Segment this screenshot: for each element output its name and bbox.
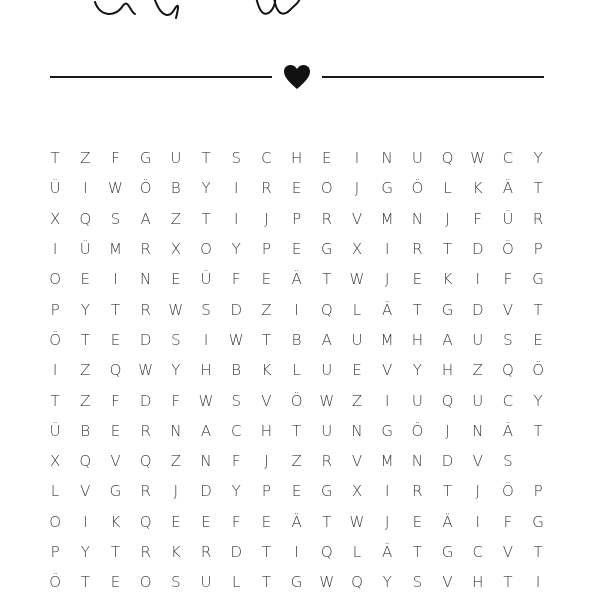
grid-row [40, 325, 550, 355]
grid-letter[interactable]: Ö [49, 573, 61, 592]
grid-letter[interactable]: I [475, 270, 480, 289]
grid-letter[interactable]: E [291, 482, 302, 501]
grid-letter[interactable]: Ö [411, 421, 424, 440]
grid-letter[interactable]: B [170, 179, 181, 198]
grid-letter[interactable]: U [170, 149, 182, 168]
grid-letter[interactable]: I [52, 361, 58, 380]
grid-letter[interactable]: Ä [382, 300, 393, 319]
grid-letter[interactable]: L [352, 300, 362, 319]
grid-letter[interactable]: S [412, 573, 423, 592]
grid-letter[interactable]: G [139, 149, 152, 168]
grid-letter[interactable]: J [384, 512, 390, 531]
grid-letter[interactable]: W [319, 391, 335, 410]
grid-letter[interactable]: R [532, 209, 544, 228]
grid-letter[interactable]: J [354, 179, 360, 198]
grid-letter[interactable]: U [411, 391, 423, 410]
grid-letter[interactable]: Y [80, 300, 90, 319]
grid-letter[interactable]: F [231, 512, 241, 531]
grid-letter[interactable]: Ä [442, 512, 453, 531]
grid-letter[interactable]: T [261, 543, 271, 561]
grid-letter[interactable]: E [352, 361, 362, 380]
grid-letter[interactable]: H [200, 361, 212, 380]
grid-letter[interactable]: V [110, 452, 121, 471]
grid-letter[interactable]: M [380, 452, 394, 471]
grid-letter[interactable]: T [80, 330, 90, 349]
grid-letter[interactable]: V [261, 391, 272, 410]
grid-letter[interactable]: P [533, 482, 543, 501]
grid-letter[interactable]: S [503, 330, 513, 349]
grid-letter[interactable]: I [384, 391, 390, 410]
grid-letter[interactable]: G [532, 270, 544, 289]
grid-letter[interactable]: I [203, 330, 209, 349]
grid-letter[interactable]: O [320, 179, 333, 198]
grid-letter[interactable]: T [533, 300, 543, 319]
grid-letter[interactable]: S [503, 452, 513, 471]
grid-letter[interactable]: K [442, 270, 453, 289]
grid-letter[interactable]: Q [441, 149, 454, 168]
grid-letter[interactable]: G [381, 179, 393, 198]
grid-row [40, 204, 550, 234]
grid-letter[interactable]: Z [80, 149, 91, 168]
grid-letter[interactable]: H [260, 421, 273, 440]
grid-letter[interactable]: E [171, 512, 181, 531]
grid-letter[interactable]: K [110, 512, 121, 531]
grid-letter[interactable]: Ü [49, 179, 61, 198]
grid-letter[interactable]: E [412, 512, 423, 531]
grid-letter[interactable]: Q [79, 452, 92, 471]
grid-letter[interactable]: E [261, 270, 272, 289]
grid-row [40, 567, 550, 597]
grid-letter[interactable]: R [321, 209, 332, 228]
grid-letter[interactable]: H [411, 330, 423, 349]
grid-letter[interactable]: T [322, 512, 332, 531]
grid-letter[interactable]: Z [351, 391, 363, 410]
grid-row [40, 355, 550, 385]
grid-letter[interactable]: N [411, 452, 423, 471]
grid-letter[interactable]: T [322, 270, 332, 289]
grid-letter[interactable]: D [441, 452, 454, 471]
grid-letter[interactable]: R [140, 240, 151, 259]
grid-letter[interactable]: N [200, 452, 212, 471]
grid-letter[interactable]: I [234, 179, 239, 198]
grid-letter[interactable]: P [533, 240, 543, 259]
grid-letter[interactable]: Y [412, 361, 422, 380]
grid-letter[interactable]: V [442, 573, 453, 592]
grid-row [40, 264, 550, 294]
grid-letter[interactable]: Ö [139, 179, 152, 198]
grid-letter[interactable]: T [50, 149, 60, 168]
grid-letter[interactable]: C [472, 543, 483, 561]
grid-letter[interactable]: F [503, 512, 513, 531]
grid-letter[interactable]: X [351, 240, 363, 259]
grid-letter[interactable]: N [381, 149, 393, 168]
grid-letter[interactable]: Ö [502, 482, 514, 501]
grid-letter[interactable]: Ä [502, 421, 514, 440]
grid-letter[interactable]: E [322, 149, 332, 168]
grid-letter[interactable]: X [49, 209, 61, 228]
grid-row [40, 385, 550, 415]
grid-letter[interactable]: I [475, 512, 480, 531]
grid-letter[interactable]: G [109, 482, 122, 501]
grid-letter[interactable]: J [264, 452, 269, 471]
grid-letter[interactable]: C [502, 149, 514, 168]
grid-letter[interactable]: J [445, 209, 450, 228]
grid-letter[interactable]: T [201, 209, 211, 228]
grid-row [40, 234, 550, 264]
grid-letter[interactable]: U [200, 573, 212, 592]
grid-letter[interactable]: Y [231, 482, 241, 501]
grid-letter[interactable]: C [502, 391, 514, 410]
grid-letter[interactable]: P [50, 543, 60, 561]
grid-letter[interactable]: W [168, 300, 184, 319]
grid-letter[interactable]: V [80, 482, 91, 501]
grid-letter[interactable]: G [441, 543, 454, 561]
grid-letter[interactable]: R [140, 421, 151, 440]
grid-letter[interactable]: Z [170, 209, 181, 228]
grid-letter[interactable]: Ü [79, 240, 91, 259]
grid-letter[interactable]: C [261, 149, 272, 168]
grid-letter[interactable]: H [290, 149, 303, 168]
grid-letter[interactable]: E [291, 240, 302, 259]
grid-letter[interactable]: Ä [291, 270, 302, 289]
grid-letter[interactable]: P [261, 240, 271, 259]
grid-letter[interactable]: X [170, 240, 181, 259]
grid-letter[interactable]: I [535, 573, 541, 592]
grid-letter[interactable]: G [320, 482, 333, 501]
grid-letter[interactable]: D [230, 300, 242, 319]
grid-letter[interactable]: G [381, 421, 393, 440]
grid-letter[interactable]: K [170, 543, 181, 561]
grid-letter[interactable]: E [110, 421, 121, 440]
divider-left [50, 76, 272, 78]
word-search-grid [40, 143, 550, 597]
divider-right [322, 76, 544, 78]
grid-letter[interactable]: I [234, 209, 239, 228]
grid-letter[interactable]: G [320, 240, 333, 259]
grid-letter[interactable]: M [380, 330, 394, 349]
grid-letter[interactable]: L [50, 482, 60, 501]
grid-letter[interactable]: S [231, 149, 241, 168]
grid-letter[interactable]: X [351, 482, 363, 501]
grid-letter[interactable]: P [261, 482, 271, 501]
grid-letter[interactable]: Z [80, 361, 91, 380]
grid-letter[interactable]: W [349, 270, 365, 289]
grid-letter[interactable]: U [472, 391, 484, 410]
grid-letter[interactable]: F [171, 391, 181, 410]
grid-letter[interactable]: I [83, 512, 88, 531]
grid-letter[interactable]: K [261, 361, 272, 380]
grid-letter[interactable]: W [470, 149, 486, 168]
grid-letter[interactable]: Y [533, 391, 543, 410]
grid-letter[interactable]: T [442, 482, 453, 501]
grid-letter[interactable]: E [80, 270, 91, 289]
grid-letter[interactable]: T [533, 543, 543, 561]
grid-letter[interactable]: I [354, 149, 360, 168]
grid-letter[interactable]: U [472, 330, 484, 349]
grid-letter[interactable]: Y [80, 543, 90, 561]
grid-letter[interactable]: U [351, 330, 363, 349]
grid-letter[interactable]: Z [170, 452, 181, 471]
grid-letter[interactable]: Y [171, 361, 181, 380]
grid-letter[interactable]: J [173, 482, 179, 501]
grid-letter[interactable]: L [443, 179, 452, 198]
grid-letter[interactable]: F [473, 209, 483, 228]
grid-letter[interactable]: F [111, 391, 120, 410]
grid-letter[interactable]: V [382, 361, 393, 380]
grid-letter[interactable]: U [321, 421, 333, 440]
grid-letter[interactable]: T [261, 573, 271, 592]
grid-letter[interactable]: G [441, 300, 454, 319]
grid-letter[interactable]: V [351, 209, 363, 228]
grid-letter[interactable]: L [232, 573, 241, 592]
grid-letter[interactable]: R [412, 240, 423, 259]
grid-letter[interactable]: Ö [49, 330, 61, 349]
grid-letter[interactable]: J [264, 209, 269, 228]
grid-letter[interactable]: J [475, 482, 480, 501]
grid-letter[interactable]: K [472, 179, 483, 198]
grid-letter[interactable]: V [351, 452, 363, 471]
grid-letter[interactable]: D [139, 330, 152, 349]
grid-letter[interactable]: C [230, 421, 242, 440]
grid-letter[interactable]: D [139, 391, 152, 410]
grid-letter[interactable]: W [108, 179, 123, 198]
grid-letter[interactable]: S [171, 573, 181, 592]
grid-letter[interactable]: D [471, 300, 484, 319]
grid-letter[interactable]: Q [320, 300, 333, 319]
grid-letter[interactable]: P [50, 300, 60, 319]
grid-letter[interactable]: Ö [411, 179, 424, 198]
grid-letter[interactable]: T [261, 330, 271, 349]
grid-letter[interactable]: D [471, 240, 484, 259]
grid-letter[interactable]: Q [109, 361, 122, 380]
grid-letter[interactable]: E [110, 330, 121, 349]
grid-letter[interactable]: N [170, 421, 182, 440]
grid-letter[interactable]: O [139, 573, 152, 592]
grid-letter[interactable]: H [472, 573, 484, 592]
grid-letter[interactable]: A [200, 421, 212, 440]
grid-letter[interactable]: G [290, 573, 303, 592]
grid-letter[interactable]: I [294, 300, 299, 319]
grid-letter[interactable]: I [384, 240, 390, 259]
grid-letter[interactable]: Ö [290, 391, 303, 410]
grid-letter[interactable]: T [80, 573, 90, 592]
grid-letter[interactable]: N [472, 421, 484, 440]
grid-letter[interactable]: T [503, 573, 513, 592]
grid-letter[interactable]: Ü [502, 209, 514, 228]
grid-letter[interactable]: G [532, 512, 544, 531]
grid-letter[interactable]: A [442, 330, 453, 349]
grid-letter[interactable]: T [412, 543, 422, 561]
grid-letter[interactable]: Q [502, 361, 514, 380]
grid-letter[interactable]: Ä [502, 179, 514, 198]
grid-letter[interactable]: Z [291, 452, 302, 471]
grid-row [40, 537, 550, 567]
grid-row [40, 446, 550, 476]
grid-letter[interactable]: V [502, 543, 514, 561]
grid-letter[interactable]: W [349, 512, 365, 531]
grid-letter[interactable]: J [384, 270, 390, 289]
grid-letter[interactable]: Q [441, 391, 454, 410]
grid-letter[interactable]: I [83, 179, 88, 198]
grid-letter[interactable]: W [138, 361, 154, 380]
grid-letter[interactable]: H [441, 361, 454, 380]
grid-letter[interactable]: Z [261, 300, 272, 319]
grid-letter[interactable]: N [140, 270, 152, 289]
grid-letter[interactable]: O [49, 270, 61, 289]
grid-letter[interactable]: Ä [382, 543, 393, 561]
grid-letter[interactable]: Ü [200, 270, 212, 289]
grid-letter[interactable]: R [140, 482, 151, 501]
grid-letter[interactable]: R [200, 543, 212, 561]
grid-letter[interactable]: Q [320, 543, 333, 561]
grid-letter[interactable]: M [108, 240, 122, 259]
grid-letter[interactable]: W [319, 573, 335, 592]
grid-row [40, 294, 550, 324]
grid-letter[interactable]: O [49, 512, 61, 531]
grid-letter[interactable]: F [231, 270, 241, 289]
grid-letter[interactable]: E [110, 573, 121, 592]
grid-letter[interactable]: F [503, 270, 513, 289]
grid-letter[interactable]: X [49, 452, 61, 471]
grid-letter[interactable]: T [533, 179, 543, 198]
grid-letter[interactable]: I [52, 240, 58, 259]
grid-letter[interactable]: E [261, 512, 272, 531]
grid-letter[interactable]: Z [472, 361, 483, 380]
grid-letter[interactable]: D [200, 482, 212, 501]
grid-letter[interactable]: B [291, 330, 302, 349]
grid-letter[interactable]: Z [80, 391, 91, 410]
grid-letter[interactable]: J [445, 421, 450, 440]
grid-row [40, 143, 550, 173]
grid-letter[interactable]: L [292, 361, 301, 380]
grid-letter[interactable]: U [321, 361, 333, 380]
grid-letter[interactable]: Y [201, 179, 211, 198]
grid-row [40, 173, 550, 203]
grid-letter[interactable]: F [231, 452, 241, 471]
grid-letter[interactable]: I [294, 543, 299, 561]
grid-letter[interactable]: S [171, 330, 181, 349]
grid-letter[interactable]: M [380, 209, 394, 228]
grid-letter[interactable]: T [110, 300, 121, 319]
grid-letter[interactable]: I [113, 270, 118, 289]
grid-row [40, 476, 550, 506]
grid-letter[interactable]: W [228, 330, 244, 349]
grid-letter[interactable]: B [231, 361, 242, 380]
grid-letter[interactable]: T [292, 421, 302, 440]
grid-letter[interactable]: T [533, 421, 543, 440]
grid-letter[interactable]: Ä [291, 512, 302, 531]
grid-letter[interactable]: E [291, 179, 302, 198]
grid-letter[interactable]: S [231, 391, 241, 410]
grid-row [40, 416, 550, 446]
grid-letter[interactable]: F [111, 149, 120, 168]
grid-letter[interactable]: E [412, 270, 423, 289]
grid-letter[interactable]: U [411, 149, 423, 168]
grid-letter[interactable]: Y [533, 149, 543, 168]
heart-icon [283, 64, 311, 90]
grid-letter[interactable]: L [352, 543, 362, 561]
grid-letter[interactable]: R [140, 300, 151, 319]
grid-letter[interactable]: N [411, 209, 423, 228]
grid-letter[interactable]: B [80, 421, 91, 440]
grid-letter[interactable]: T [201, 149, 211, 168]
grid-letter[interactable]: R [140, 543, 151, 561]
title-script-decoration [0, 0, 600, 22]
grid-letter[interactable]: Ü [49, 421, 61, 440]
grid-letter[interactable]: E [533, 330, 543, 349]
grid-letter[interactable]: A [321, 330, 332, 349]
grid-letter[interactable]: E [201, 512, 211, 531]
grid-letter[interactable]: O [200, 240, 212, 259]
grid-letter[interactable]: S [110, 209, 121, 228]
grid-letter[interactable]: E [171, 270, 181, 289]
grid-letter[interactable]: R [261, 179, 272, 198]
grid-letter[interactable]: R [412, 482, 423, 501]
grid-letter[interactable]: Q [139, 452, 152, 471]
grid-letter[interactable]: R [321, 452, 332, 471]
grid-letter[interactable]: N [351, 421, 363, 440]
grid-letter[interactable]: Y [382, 573, 392, 592]
grid-letter[interactable]: Q [351, 573, 363, 592]
grid-letter[interactable]: D [230, 543, 242, 561]
grid-letter[interactable]: I [384, 482, 390, 501]
grid-letter[interactable]: Q [139, 512, 152, 531]
grid-letter[interactable]: Q [79, 209, 92, 228]
grid-letter[interactable]: T [110, 543, 121, 561]
grid-letter[interactable]: A [140, 209, 151, 228]
grid-letter[interactable]: S [201, 300, 211, 319]
grid-letter[interactable]: V [472, 452, 483, 471]
grid-letter[interactable]: T [50, 391, 60, 410]
grid-letter[interactable]: Ö [532, 361, 544, 380]
grid-row [40, 507, 550, 537]
grid-letter[interactable]: T [442, 240, 453, 259]
grid-letter[interactable]: V [502, 300, 514, 319]
grid-letter[interactable]: T [412, 300, 422, 319]
grid-letter[interactable]: Ö [502, 240, 514, 259]
grid-letter[interactable]: P [292, 209, 302, 228]
grid-letter[interactable]: W [198, 391, 214, 410]
grid-letter[interactable]: Y [231, 240, 241, 259]
